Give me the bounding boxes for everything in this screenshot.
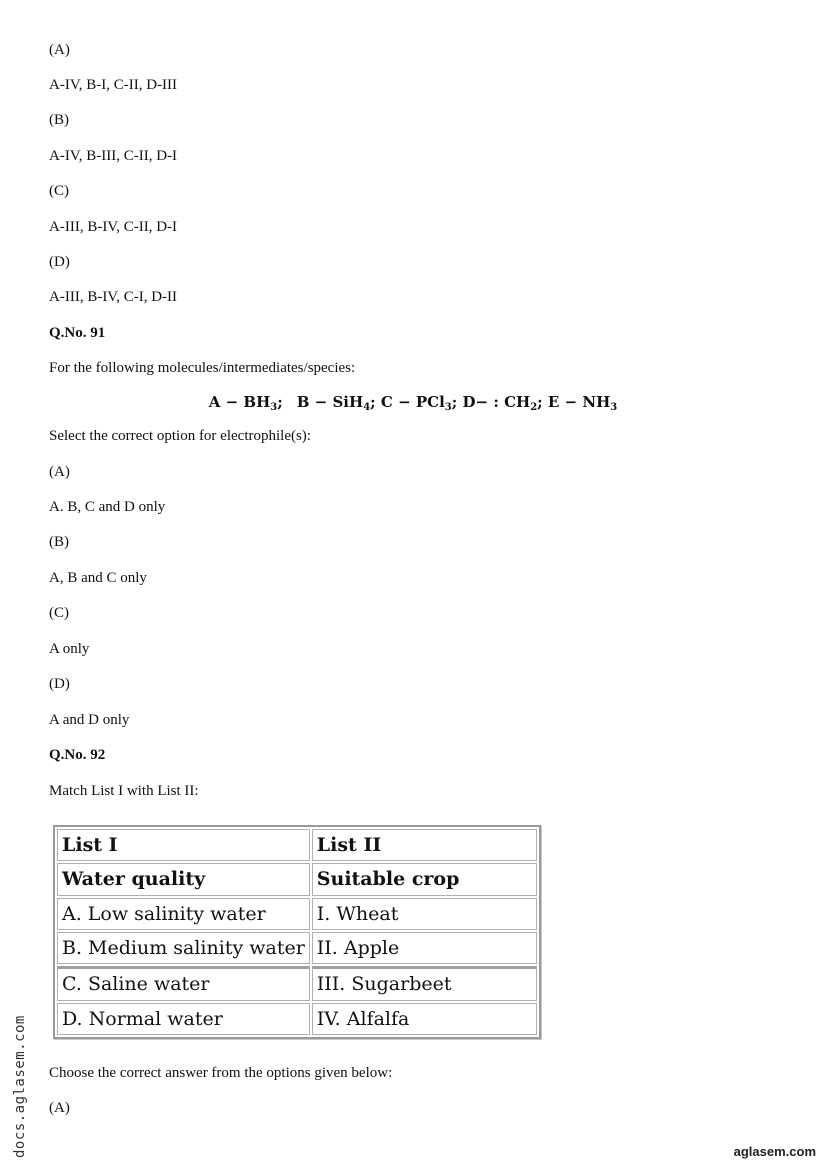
q92-number: Q.No. 92 [49, 747, 106, 763]
footer-brand[interactable]: aglasem.com [733, 1144, 816, 1159]
table-header-list1: List I [57, 829, 310, 861]
formula-a-tail: ; [277, 393, 283, 411]
formula-a: A − BH [208, 393, 271, 411]
q90-option-c-text: A-III, B-IV, C-II, D-I [49, 219, 178, 235]
q91-question: Select the correct option for electrophile(s): [49, 428, 311, 444]
q90-option-a-text: A-IV, B-I, C-II, D-III [49, 77, 178, 93]
q90-option-a-label: (A) [49, 42, 70, 58]
q92-prompt: Match List I with List II: [49, 783, 199, 799]
q90-option-b-label: (B) [49, 112, 69, 128]
table-header-list2: List II [312, 829, 537, 861]
match-table [53, 825, 541, 1039]
q92-instruction: Choose the correct answer from the options given below: [49, 1065, 393, 1081]
q91-option-c-label: (C) [49, 605, 69, 621]
formula-e-sub: 3 [610, 402, 618, 413]
q90-option-b-text: A-IV, B-III, C-II, D-I [49, 148, 178, 164]
table-row [57, 1003, 537, 1035]
formula-b-sub: 4 [363, 402, 371, 413]
formula-b: B − SiH [296, 393, 364, 411]
table-row [57, 932, 537, 964]
q92-option-a-label: (A) [49, 1100, 70, 1116]
q91-option-d-text: A and D only [49, 712, 130, 728]
formula-e: ; E − NH [537, 393, 611, 411]
q90-option-c-label: (C) [49, 183, 69, 199]
table-cell: I. Wheat [312, 898, 537, 930]
q91-number: Q.No. 91 [49, 325, 106, 341]
formula-a-sub: 3 [270, 402, 278, 413]
table-cell: IV. Alfalfa [312, 1003, 537, 1035]
table-subheader-suitable-crop: Suitable crop [312, 863, 537, 895]
q91-option-c-text: A only [49, 641, 90, 657]
formula-c: ; C − PCl [370, 393, 445, 411]
q91-formula [0, 393, 826, 417]
table-cell: D. Normal water [57, 1003, 310, 1035]
table-cell: III. Sugarbeet [312, 966, 537, 1000]
table-subheader-water-quality: Water quality [57, 863, 310, 895]
q91-option-a-text: A. B, C and D only [49, 499, 166, 515]
side-watermark: docs.aglasem.com [12, 1015, 28, 1158]
q91-prompt: For the following molecules/intermediates/species: [49, 360, 356, 376]
q90-option-d-label: (D) [49, 254, 70, 270]
q90-option-d-text: A-III, B-IV, C-I, D-II [49, 289, 178, 305]
table-subheader-row [57, 863, 537, 895]
q91-option-a-label: (A) [49, 464, 70, 480]
q91-option-b-label: (B) [49, 534, 69, 550]
table-header-row [57, 829, 537, 861]
table-cell: II. Apple [312, 932, 537, 964]
q91-option-b-text: A, B and C only [49, 570, 147, 586]
table-row [57, 966, 537, 1000]
q91-option-d-label: (D) [49, 676, 70, 692]
table-cell: C. Saline water [57, 966, 310, 1000]
table-row [57, 898, 537, 930]
formula-c-sub: 3 [444, 402, 452, 413]
formula-d-sub: 2 [530, 402, 538, 413]
table-cell: B. Medium salinity water [57, 932, 310, 964]
formula-d: ; D− : CH [451, 393, 531, 411]
table-cell: A. Low salinity water [57, 898, 310, 930]
